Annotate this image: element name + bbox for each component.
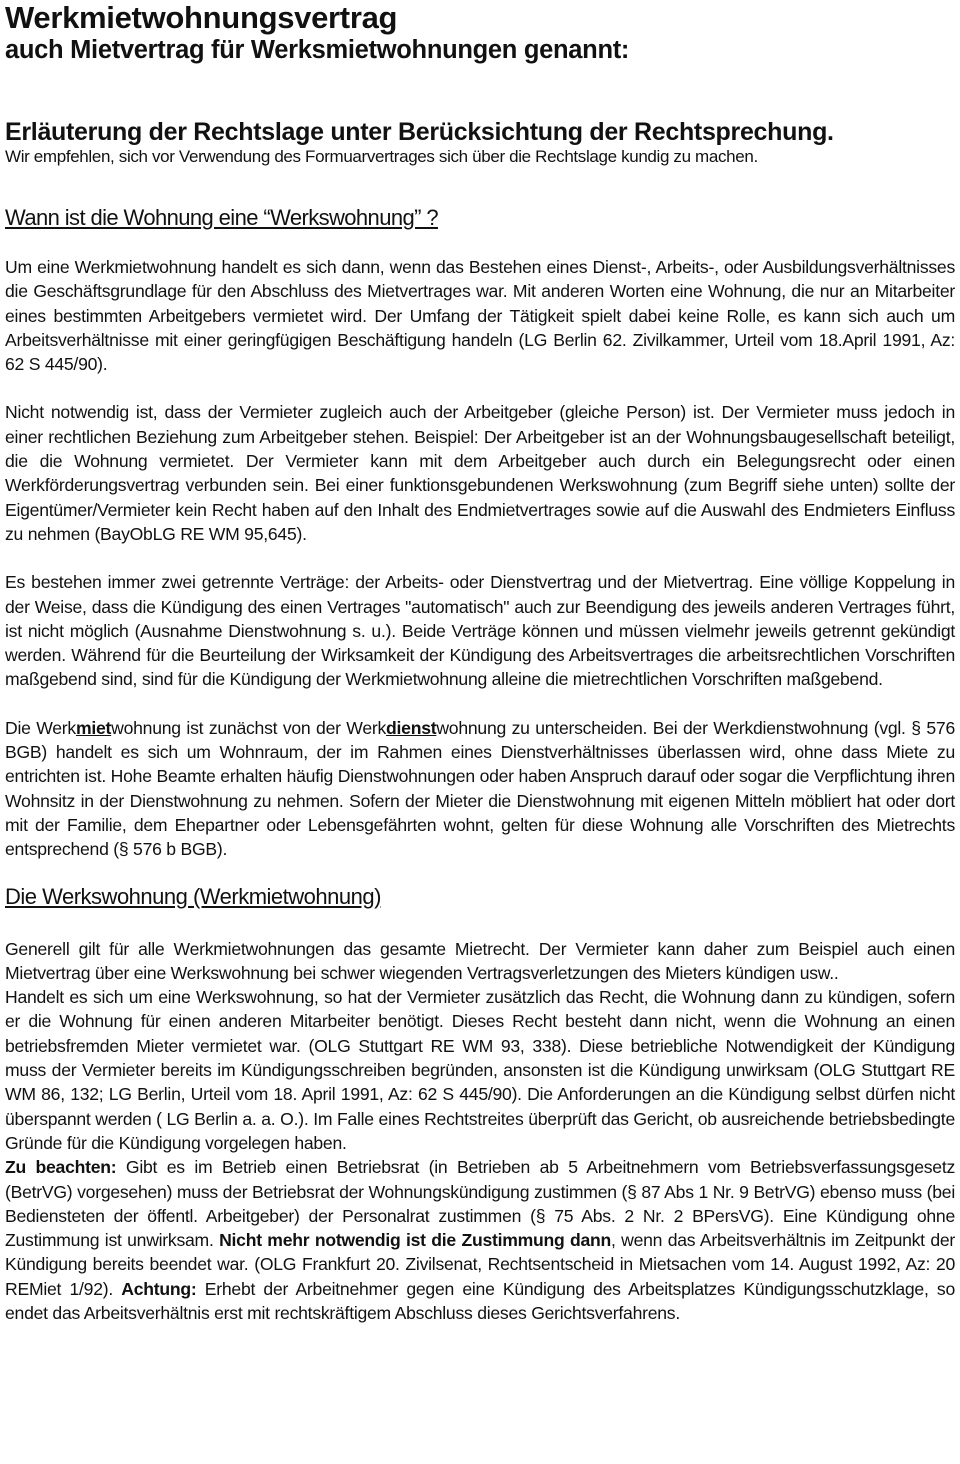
document-title: Werkmietwohnungsvertrag — [5, 0, 398, 35]
emphasis-text: Achtung: — [121, 1278, 197, 1299]
paragraph-text: Es bestehen immer zwei getrennte Verträge: der Arbeits- oder Dienstvertrag und der Mietvertrag. Eine völlige Koppelung in der Weise, dass die Kündigung des einen Vertrages "automatisch" auch zur Beendigung des jeweils anderen Vertrages führt, ist nicht möglich (Ausnahme Dienstwohnung s. u.). Beide Verträge können und müssen vielmehr jeweils getrennt gekündigt werden. Während für die Beurteilung der Wirksamkeit der Kündigung des Arbeitsvertrages die arbeitsrechtlichen Vorschriften maßgebend sind, sind für die Kündigung der Werkmietwohnung alleine die mietrechtlichen Vorschriften maßgebend. — [5, 572, 955, 690]
paragraph-text: wohnung ist zunächst von der Werk — [111, 717, 387, 738]
emphasis-text: Nicht mehr notwendig ist die Zustimmung dann — [219, 1230, 612, 1251]
document-page — [5, 0, 955, 1325]
paragraph — [5, 570, 955, 691]
paragraph — [5, 255, 955, 376]
paragraph-text: Die Werk — [5, 717, 76, 738]
paragraph-text: wohnung zu unterscheiden. Bei der Werkdienstwohnung (vgl. § 576 BGB) handelt es sich um Wohnraum, der im Rahmen eines Dienstverhältnisses überlassen wird, ohne dass Miete zu entrichten ist. Hohe Beamte erhalten häufig Dienstwohnungen oder haben Anspruch darauf oder sogar die Verpflichtung ihren Wohnsitz in der Dienstwohnung zu nehmen. Sofern der Mieter die Dienstwohnung mit eigenen Mitteln möbliert hat oder dort mit der Familie, dem Ehepartner oder Lebensgefährten wohnt, gelten für diese Wohnung alle Vorschriften des Mietrechts entsprechend (§ 576 b BGB). — [5, 717, 955, 860]
emphasis-text: Zu beachten: — [5, 1157, 117, 1178]
section-heading-werkmietwohnung: Die Werkswohnung (Werkmietwohnung) — [5, 883, 381, 909]
emphasis-text: miet — [75, 717, 112, 738]
paragraph — [5, 937, 955, 986]
paragraph-text: Erhebt der Arbeitnehmer gegen eine Kündigung des Arbeitsplatzes Kündigungsschutzklage, so endet das Arbeitsverhältnis erst mit rechtskräftigem Abschluss dieses Gerichtsverfahrens. — [5, 1278, 955, 1323]
explanation-heading: Erläuterung der Rechtslage unter Berücksichtung der Rechtsprechung. — [5, 118, 834, 146]
paragraph-text: , wenn das Arbeitsverhältnis im Zeitpunkt der Kündigung bereits beendet war. (OLG Frankfurt 20. Zivilsenat, Rechtsentscheid in Mietsachen vom 14. August 1992, Az: 20 REMiet 1/92). — [5, 1230, 955, 1299]
paragraph-text: Nicht notwendig ist, dass der Vermieter zugleich auch der Arbeitgeber (gleiche Person) ist. Der Vermieter muss jedoch in einer rechtlichen Beziehung zum Arbeitgeber stehen. Beispiel: Der Arbeitgeber ist an der Wohnungsbaugesellschaft beteiligt, die die Wohnung vermietet. Der Vermieter kann mit dem Arbeitgeber auch durch ein Belegungsrecht oder einen Werkförderungsvertrag verbunden sein. Bei einer funktionsgebundenen Werkswohnung (zum Begriff siehe unten) sollte der Eigentümer/Vermieter kein Recht haben auf den Inhalt des Endmietvertrages sowie auf die Auswahl des Endmieters Einfluss zu nehmen (BayObLG RE WM 95,645). — [5, 402, 955, 544]
paragraph — [5, 1155, 955, 1325]
intro-recommendation: Wir empfehlen, sich vor Verwendung des Formuarvertrages sich über die Rechtslage kundig zu machen. — [5, 147, 758, 166]
paragraph — [5, 400, 955, 546]
emphasis-text: dienst — [386, 717, 437, 738]
paragraph-text: Handelt es sich um eine Werkswohnung, so hat der Vermieter zusätzlich das Recht, die Wohnung dann zu kündigen, sofern er die Wohnung für einen anderen Mitarbeiter benötigt. Dieses Recht besteht dann nicht, wenn die Wohnung an einen betriebsfremden Mieter vermietet war. (OLG Stuttgart RE WM 93, 338). Diese betriebliche Notwendigkeit der Kündigung muss der Vermieter bereits im Kündigungsschreiben begründen, ansonsten ist die Kündigung unwirksam (OLG Stuttgart RE WM 86, 132; LG Berlin, Urteil vom 18. April 1991, Az: 62 S 445/90). Die Anforderungen an die Kündigung selbst dürfen nicht überspannt werden ( LG Berlin a. a. O.). Im Falle eines Rechtstreites überprüft das Gericht, ob ausreichende betriebsbedingte Gründe für die Kündigung vorgelegen haben. — [5, 987, 955, 1153]
section-heading-werkswohnung: Wann ist die Wohnung eine “Werkswohnung” ? — [5, 205, 438, 230]
paragraph — [5, 716, 955, 862]
paragraph — [5, 985, 955, 1155]
document-subtitle: auch Mietvertrag für Werksmietwohnungen genannt: — [5, 36, 630, 64]
paragraph-text: Gibt es im Betrieb einen Betriebsrat (in Betrieben ab 5 Arbeitnehmern vom Betriebsverfassungsgesetz (BetrVG) vorgesehen) muss der Betriebsrat der Wohnungskündigung zustimmen (§ 87 Abs 1 Nr. 9 BetrVG) ebenso muss (bei Bediensteten der öffentl. Arbeitgeber) der Personalrat zustimmen (§ 75 Abs. 2 Nr. 2 BPersVG). Eine Kündigung ohne Zustimmung ist unwirksam. — [5, 1157, 956, 1251]
paragraph-text: Generell gilt für alle Werkmietwohnungen das gesamte Mietrecht. Der Vermieter kann daher zum Beispiel auch einen Mietvertrag über eine Werkswohnung bei schwer wiegenden Vertragsverletzungen des Mieters kündigen usw.. — [5, 938, 955, 983]
paragraph-text: Um eine Werkmietwohnung handelt es sich dann, wenn das Bestehen eines Dienst-, Arbeits-, oder Ausbildungsverhältnisses die Geschäftsgrundlage für den Abschluss des Mietvertrages war. Mit anderen Worten eine Wohnung, die nur an Mitarbeiter eines bestimmten Arbeitgebers vermietet wird. Der Umfang der Tätigkeit spielt dabei keine Rolle, es kann sich auch um Arbeitsverhältnisse mit einer geringfügigen Beschäftigung handeln (LG Berlin 62. Zivilkammer, Urteil vom 18.April 1991, Az: 62 S 445/90). — [5, 257, 955, 375]
